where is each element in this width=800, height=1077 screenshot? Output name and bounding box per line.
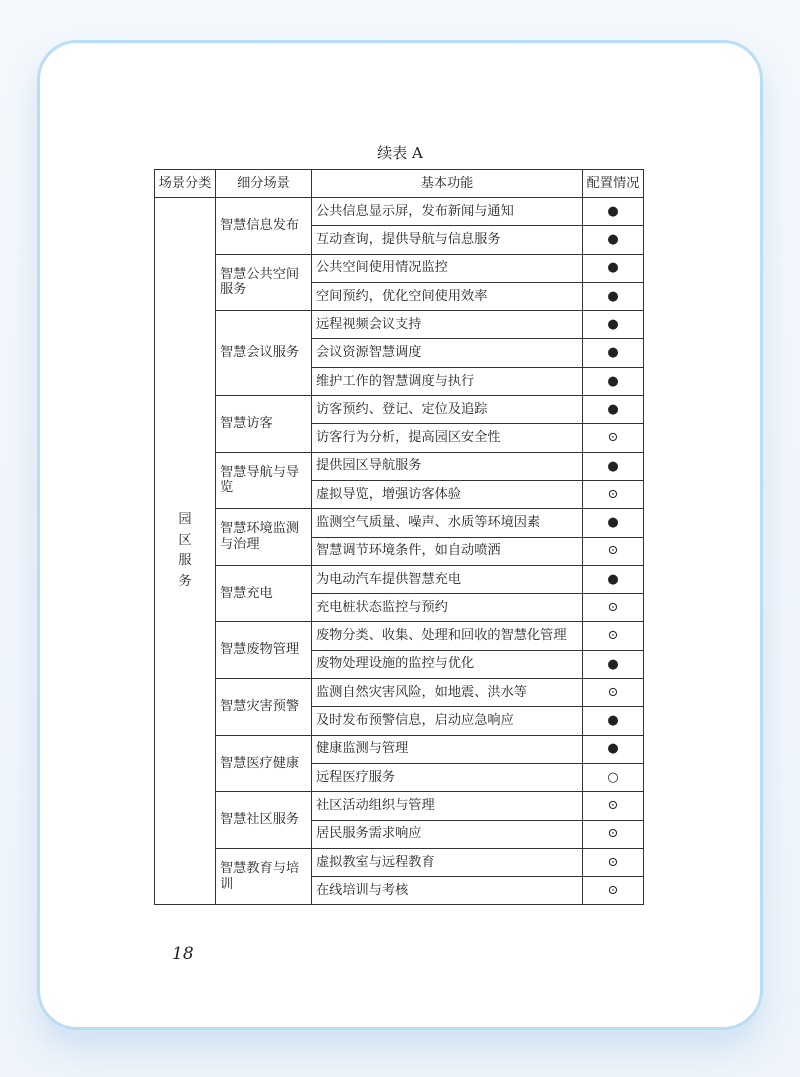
function-cell: 远程视频会议支持: [312, 311, 583, 339]
table-row: [155, 509, 644, 537]
function-cell: 监测空气质量、噪声、水质等环境因素: [312, 509, 583, 537]
sub-scenario-cell: 智慧公共空间服务: [216, 254, 312, 311]
config-mark-icon: ●: [583, 452, 644, 480]
function-cell: 维护工作的智慧调度与执行: [312, 367, 583, 395]
category-cell: [155, 198, 216, 905]
table-body: [155, 198, 644, 905]
config-mark-icon: ●: [583, 396, 644, 424]
config-mark-icon: ⊙: [583, 820, 644, 848]
function-cell: 会议资源智慧调度: [312, 339, 583, 367]
table-row: [155, 396, 644, 424]
function-cell: 虚拟教室与远程教育: [312, 848, 583, 876]
sub-scenario-cell: 智慧充电: [216, 565, 312, 622]
sub-scenario-cell: 智慧医疗健康: [216, 735, 312, 792]
function-cell: 访客预约、登记、定位及追踪: [312, 396, 583, 424]
config-mark-icon: ○: [583, 763, 644, 791]
function-cell: 及时发布预警信息，启动应急响应: [312, 707, 583, 735]
config-mark-icon: ●: [583, 282, 644, 310]
scenario-table: [154, 169, 644, 905]
function-cell: 公共空间使用情况监控: [312, 254, 583, 282]
config-mark-icon: ⊙: [583, 877, 644, 905]
function-cell: 提供园区导航服务: [312, 452, 583, 480]
header-config: 配置情况: [583, 170, 644, 198]
sub-scenario-cell: 智慧会议服务: [216, 311, 312, 396]
table-row: [155, 452, 644, 480]
sub-scenario-cell: 智慧环境监测与治理: [216, 509, 312, 566]
function-cell: 居民服务需求响应: [312, 820, 583, 848]
function-cell: 访客行为分析，提高园区安全性: [312, 424, 583, 452]
function-cell: 为电动汽车提供智慧充电: [312, 565, 583, 593]
header-function: 基本功能: [312, 170, 583, 198]
header-category: 场景分类: [155, 170, 216, 198]
function-cell: 远程医疗服务: [312, 763, 583, 791]
category-label: 园区服务: [178, 512, 192, 589]
function-cell: 废物分类、收集、处理和回收的智慧化管理: [312, 622, 583, 650]
sub-scenario-cell: 智慧导航与导览: [216, 452, 312, 509]
config-mark-icon: ⊙: [583, 679, 644, 707]
function-cell: 虚拟导览，增强访客体验: [312, 480, 583, 508]
function-cell: 废物处理设施的监控与优化: [312, 650, 583, 678]
config-mark-icon: ⊙: [583, 792, 644, 820]
config-mark-icon: ●: [583, 198, 644, 226]
table-row: [155, 735, 644, 763]
config-mark-icon: ●: [583, 339, 644, 367]
table-row: [155, 848, 644, 876]
config-mark-icon: ●: [583, 650, 644, 678]
function-cell: 在线培训与考核: [312, 877, 583, 905]
config-mark-icon: ●: [583, 735, 644, 763]
function-cell: 监测自然灾害风险，如地震、洪水等: [312, 679, 583, 707]
config-mark-icon: ⊙: [583, 424, 644, 452]
header-sub-scenario: 细分场景: [216, 170, 312, 198]
sub-scenario-cell: 智慧社区服务: [216, 792, 312, 849]
page-number: 18: [172, 944, 194, 964]
function-cell: 互动查询，提供导航与信息服务: [312, 226, 583, 254]
table-header-row: [155, 170, 644, 198]
sub-scenario-cell: 智慧访客: [216, 396, 312, 453]
config-mark-icon: ●: [583, 226, 644, 254]
config-mark-icon: ⊙: [583, 594, 644, 622]
sub-scenario-cell: 智慧废物管理: [216, 622, 312, 679]
config-mark-icon: ⊙: [583, 480, 644, 508]
function-cell: 社区活动组织与管理: [312, 792, 583, 820]
config-mark-icon: ⊙: [583, 537, 644, 565]
function-cell: 公共信息显示屏，发布新闻与通知: [312, 198, 583, 226]
config-mark-icon: ●: [583, 311, 644, 339]
table-row: [155, 565, 644, 593]
table-row: [155, 198, 644, 226]
table-row: [155, 792, 644, 820]
config-mark-icon: ⊙: [583, 848, 644, 876]
sub-scenario-cell: 智慧教育与培训: [216, 848, 312, 905]
function-cell: 智慧调节环境条件，如自动喷洒: [312, 537, 583, 565]
function-cell: 健康监测与管理: [312, 735, 583, 763]
table-row: [155, 622, 644, 650]
table-row: [155, 254, 644, 282]
config-mark-icon: ●: [583, 367, 644, 395]
config-mark-icon: ⊙: [583, 622, 644, 650]
function-cell: 空间预约，优化空间使用效率: [312, 282, 583, 310]
config-mark-icon: ●: [583, 509, 644, 537]
table-row: [155, 679, 644, 707]
config-mark-icon: ●: [583, 707, 644, 735]
sub-scenario-cell: 智慧信息发布: [216, 198, 312, 255]
table-row: [155, 311, 644, 339]
config-mark-icon: ●: [583, 565, 644, 593]
config-mark-icon: ●: [583, 254, 644, 282]
function-cell: 充电桩状态监控与预约: [312, 594, 583, 622]
sub-scenario-cell: 智慧灾害预警: [216, 679, 312, 736]
table-caption: 续表 A: [377, 144, 423, 162]
